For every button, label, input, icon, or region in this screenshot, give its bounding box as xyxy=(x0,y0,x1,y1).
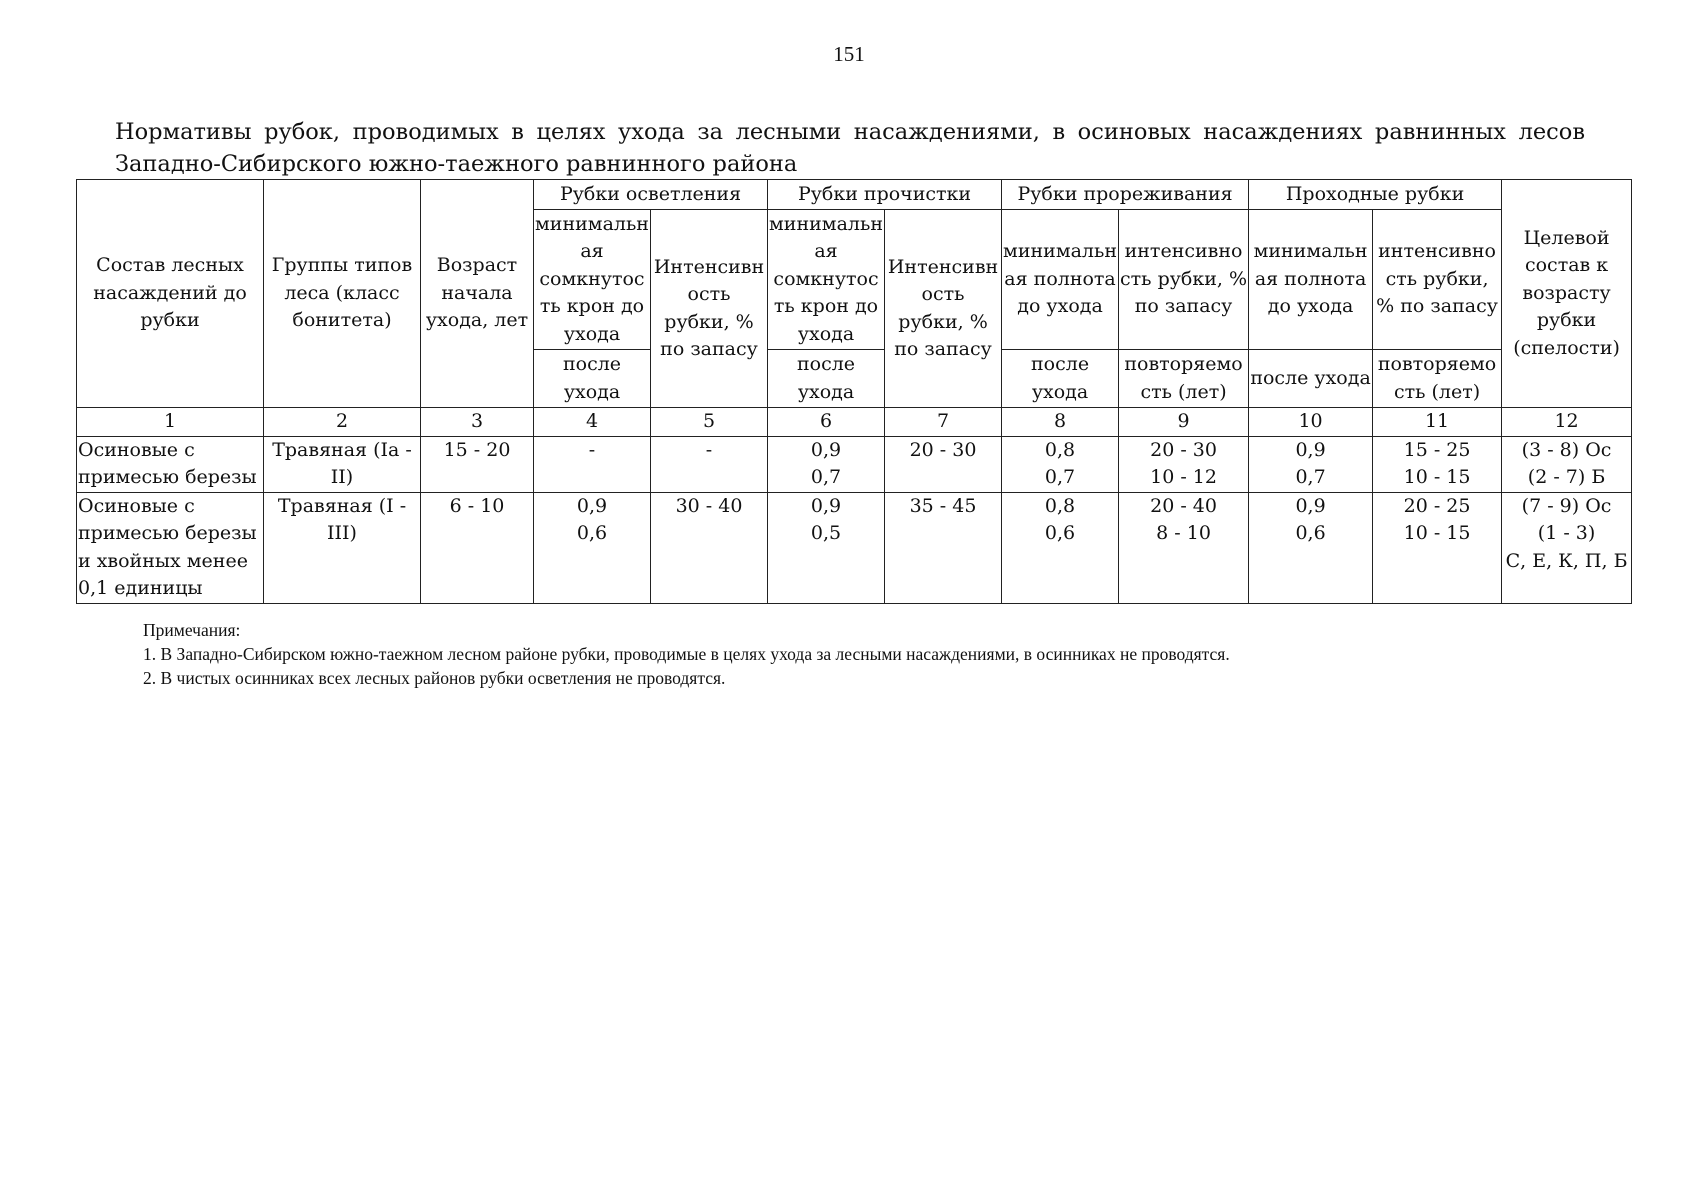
header-after-3: после ухода xyxy=(1002,350,1119,408)
header-min-density-before-3: минимальная полнота до ухода xyxy=(1002,210,1119,350)
cell-value: - xyxy=(588,438,596,461)
cell-value: (1 - 3) xyxy=(1537,522,1596,544)
norms-table xyxy=(76,179,1632,604)
header-repeat-4: повторяемость (лет) xyxy=(1373,350,1502,408)
column-number: 10 xyxy=(1249,408,1373,437)
cell-min-crown-2 xyxy=(768,436,885,492)
header-forest-groups: Группы типов леса (класс бонитета) xyxy=(264,180,421,408)
cell-value-intensity: 20 - 30 xyxy=(1150,438,1217,461)
cell-intensity-2: 35 - 45 xyxy=(885,492,1002,603)
table-row xyxy=(77,492,1632,603)
cell-value-before: 0,9 xyxy=(810,438,842,461)
cell-start-age: 6 - 10 xyxy=(421,492,534,603)
header-intensity-3: интенсивность рубки, % по запасу xyxy=(1119,210,1249,350)
cell-min-density-4 xyxy=(1249,436,1373,492)
header-group-cleaning: Рубки прочистки xyxy=(768,180,1002,210)
column-number: 5 xyxy=(651,408,768,437)
cell-intensity-2: 20 - 30 xyxy=(885,436,1002,492)
cell-intensity-4 xyxy=(1373,492,1502,603)
column-number: 7 xyxy=(885,408,1002,437)
column-numbers-row xyxy=(77,408,1632,437)
cell-value-repeat: 10 - 15 xyxy=(1403,522,1471,544)
cell-min-crown-1 xyxy=(534,492,651,603)
header-intensity-2: Интенсивность рубки, % по запасу xyxy=(885,210,1002,408)
cell-intensity-1: 30 - 40 xyxy=(651,492,768,603)
cell-intensity-3 xyxy=(1119,436,1249,492)
cell-min-density-4 xyxy=(1249,492,1373,603)
cell-min-crown-2 xyxy=(768,492,885,603)
cell-value-after: 0,7 xyxy=(810,466,842,488)
cell-value-intensity: 20 - 25 xyxy=(1403,494,1471,517)
cell-value-after: 0,7 xyxy=(1044,466,1076,488)
header-min-crown-before-2: минимальная сомкнутость крон до ухода xyxy=(768,210,885,350)
cell-composition: Осиновые с примесью березы и хвойных менее 0,1 единицы xyxy=(77,492,264,603)
header-group-passing: Проходные рубки xyxy=(1249,180,1502,210)
cell-target-composition xyxy=(1502,492,1632,603)
cell-forest-group: Травяная (I - III) xyxy=(264,492,421,603)
cell-value-after: 0,6 xyxy=(1044,522,1076,544)
column-number: 4 xyxy=(534,408,651,437)
cell-target-composition xyxy=(1502,436,1632,492)
header-after-2: после ухода xyxy=(768,350,885,408)
column-number: 6 xyxy=(768,408,885,437)
cell-value: (7 - 9) Ос xyxy=(1521,494,1612,517)
header-intensity-4: интенсивность рубки, % по запасу xyxy=(1373,210,1502,350)
cell-start-age: 15 - 20 xyxy=(421,436,534,492)
cell-forest-group: Травяная (Ia - II) xyxy=(264,436,421,492)
cell-value-after: 0,6 xyxy=(1295,522,1326,544)
column-number: 1 xyxy=(77,408,264,437)
header-min-crown-before-1: минимальная сомкнутость крон до ухода xyxy=(534,210,651,350)
cell-value-before: 0,9 xyxy=(1295,438,1326,461)
header-intensity-1: Интенсивность рубки, % по запасу xyxy=(651,210,768,408)
cell-composition: Осиновые с примесью березы xyxy=(77,436,264,492)
cell-value-intensity: 20 - 40 xyxy=(1150,494,1217,517)
cell-min-density-3 xyxy=(1002,436,1119,492)
cell-intensity-4 xyxy=(1373,436,1502,492)
header-start-age: Возраст начала ухода, лет xyxy=(421,180,534,408)
cell-value-before: 0,9 xyxy=(576,494,608,517)
column-number: 3 xyxy=(421,408,534,437)
header-group-thinning: Рубки прореживания xyxy=(1002,180,1249,210)
header-min-density-before-4: минимальная полнота до ухода xyxy=(1249,210,1373,350)
cell-value-repeat: 10 - 15 xyxy=(1403,466,1471,488)
cell-value-after: 0,7 xyxy=(1295,466,1326,488)
column-number: 9 xyxy=(1119,408,1249,437)
cell-min-crown-1 xyxy=(534,436,651,492)
column-number: 2 xyxy=(264,408,421,437)
header-after-4: после ухода xyxy=(1249,350,1373,408)
header-after-1: после ухода xyxy=(534,350,651,408)
cell-value: (2 - 7) Б xyxy=(1527,466,1606,488)
cell-value-before: 0,9 xyxy=(810,494,842,517)
header-target-composition: Целевой состав к возрасту рубки (спелости) xyxy=(1502,180,1632,408)
document-title: Нормативы рубок, проводимых в целях ухода за лесными насаждениями, в осиновых насаждениях равнинных лесов Западно-Сибирского южно-таежного равнинного района xyxy=(115,119,1585,177)
cell-value-after: 0,6 xyxy=(576,522,608,544)
page-number: 151 xyxy=(833,42,865,66)
cell-value-intensity: 15 - 25 xyxy=(1403,438,1471,461)
column-number: 12 xyxy=(1502,408,1632,437)
notes xyxy=(143,618,1543,690)
header-composition: Состав лесных насаждений до рубки xyxy=(77,180,264,408)
cell-value: С, Е, К, П, Б xyxy=(1505,549,1628,572)
column-number: 11 xyxy=(1373,408,1502,437)
cell-min-density-3 xyxy=(1002,492,1119,603)
cell-value-after: 0,5 xyxy=(810,522,842,544)
cell-value-before: 0,8 xyxy=(1044,438,1076,461)
cell-value: (3 - 8) Ос xyxy=(1521,438,1612,461)
notes-heading: Примечания: xyxy=(143,620,241,640)
note-item: 2. В чистых осинниках всех лесных районов рубки осветления не проводятся. xyxy=(143,668,726,688)
cell-value-before: 0,8 xyxy=(1044,494,1076,517)
cell-value-repeat: 10 - 12 xyxy=(1150,466,1217,488)
header-group-clarification: Рубки осветления xyxy=(534,180,768,210)
cell-value-repeat: 8 - 10 xyxy=(1156,522,1211,544)
table-row xyxy=(77,436,1632,492)
column-number: 8 xyxy=(1002,408,1119,437)
cell-intensity-3 xyxy=(1119,492,1249,603)
cell-intensity-1: - xyxy=(651,436,768,492)
note-item: 1. В Западно-Сибирском южно-таежном лесном районе рубки, проводимые в целях ухода за лесными насаждениями, в осинниках не проводятся. xyxy=(143,644,1230,664)
cell-value-before: 0,9 xyxy=(1295,494,1326,517)
header-repeat-3: повторяемость (лет) xyxy=(1119,350,1249,408)
